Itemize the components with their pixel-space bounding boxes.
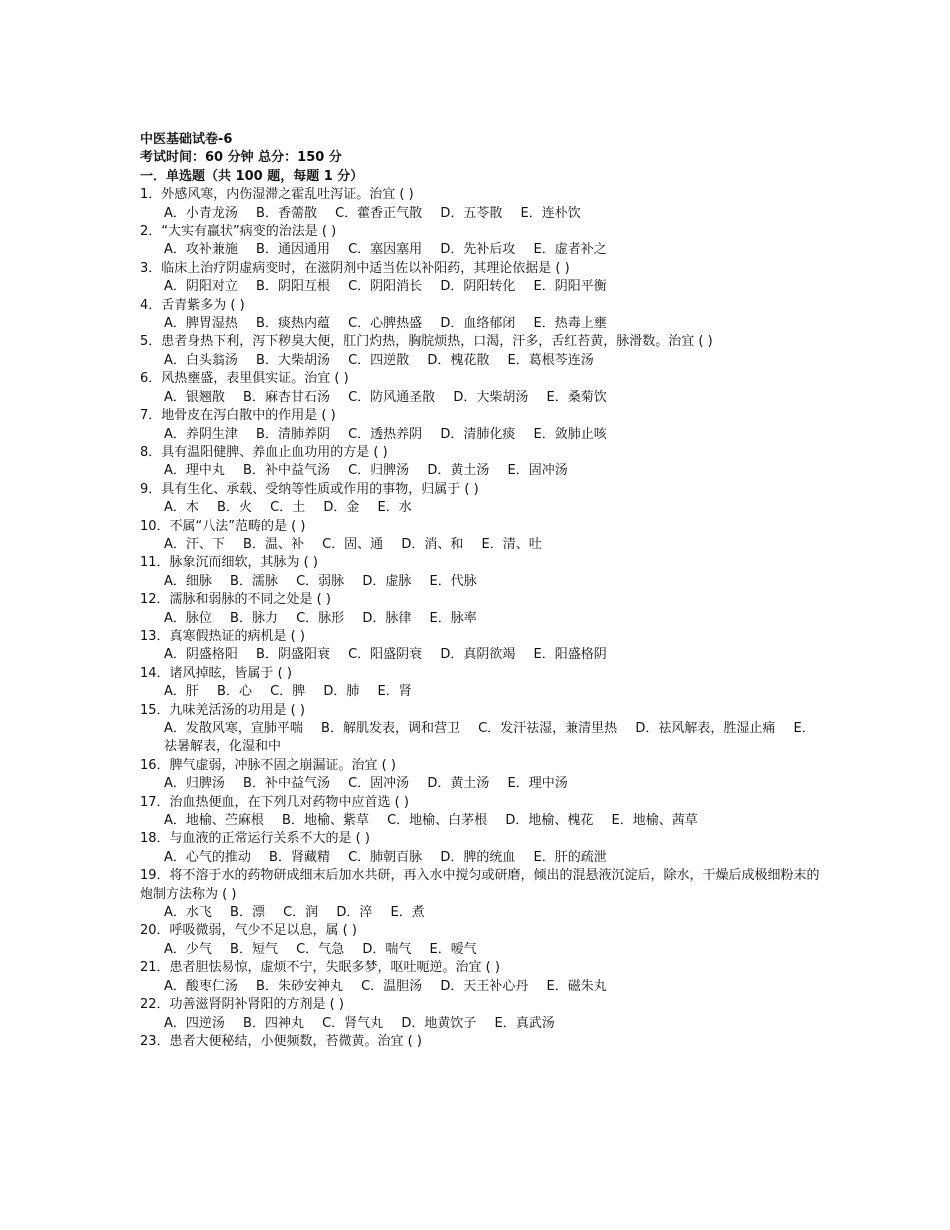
question-stem: 1．外感风寒，内伤湿滞之霍乱吐泻证。治宜 ( ) bbox=[140, 187, 414, 203]
question-item bbox=[140, 297, 820, 334]
option-choice: A．银翘散 bbox=[164, 389, 225, 405]
option-row bbox=[140, 904, 820, 922]
option-choice: A．小青龙汤 bbox=[164, 205, 238, 221]
option-choice: D．淬 bbox=[336, 905, 373, 921]
option-choice: E．葛根芩连汤 bbox=[507, 352, 594, 368]
option-choice: D．虚脉 bbox=[362, 573, 412, 589]
question-item bbox=[140, 959, 820, 996]
question-item bbox=[140, 407, 820, 444]
option-choice: C．脾 bbox=[270, 684, 306, 700]
option-choice: D．脉律 bbox=[362, 610, 412, 626]
option-choice: C．固冲汤 bbox=[348, 776, 410, 792]
option-row bbox=[140, 941, 820, 959]
option-choice: A．脾胃湿热 bbox=[164, 316, 238, 332]
question-item bbox=[140, 333, 820, 370]
option-choice: C．防风通圣散 bbox=[348, 389, 436, 405]
question-item bbox=[140, 370, 820, 407]
option-choice: C．土 bbox=[270, 500, 306, 516]
option-choice: B．濡脉 bbox=[230, 573, 278, 589]
question-stem: 20．呼吸微弱，气少不足以息，属 ( ) bbox=[140, 923, 357, 939]
option-choice: A．汗、下 bbox=[164, 536, 225, 552]
option-choice: A．归脾汤 bbox=[164, 776, 225, 792]
option-choice: D．先补后攻 bbox=[440, 242, 516, 258]
option-choice: B．补中益气汤 bbox=[243, 776, 330, 792]
option-choice: C．四逆散 bbox=[348, 352, 410, 368]
question-stem: 8．具有温阳健脾、养血止血功用的方是 ( ) bbox=[140, 444, 388, 460]
option-choice: E．热毒上壅 bbox=[533, 316, 607, 332]
option-choice: D．脾的统血 bbox=[440, 849, 516, 865]
question-stem: 3．临床上治疗阴虚病变时，在滋阴剂中适当佐以补阳药，其理论依据是 ( ) bbox=[140, 260, 570, 276]
option-row bbox=[140, 315, 820, 333]
option-choice: B．脉力 bbox=[230, 610, 278, 626]
option-choice: B．漂 bbox=[230, 905, 265, 921]
question-stem: 14．诸风掉眩，皆属于 ( ) bbox=[140, 665, 292, 681]
question-item bbox=[140, 260, 820, 297]
option-choice: B．痰热内蕴 bbox=[256, 316, 330, 332]
question-item bbox=[140, 186, 820, 223]
question-item bbox=[140, 702, 820, 757]
option-choice: D．地黄饮子 bbox=[401, 1015, 477, 1031]
question-item bbox=[140, 223, 820, 260]
exam-meta: 考试时间：60 分钟 总分：150 分 bbox=[140, 150, 342, 166]
option-choice: C．弱脉 bbox=[296, 573, 345, 589]
option-choice: B．补中益气汤 bbox=[243, 463, 330, 479]
section-heading: 一．单选题（共 100 题，每题 1 分） bbox=[140, 168, 364, 184]
question-stem: 2．“大实有羸状”病变的治法是 ( ) bbox=[140, 224, 337, 240]
option-choice: B．肾藏精 bbox=[269, 849, 330, 865]
option-choice: D．大柴胡汤 bbox=[453, 389, 529, 405]
option-choice: E．阴阳平衡 bbox=[533, 279, 607, 295]
option-choice: A．心气的推动 bbox=[164, 849, 251, 865]
option-choice: C．肺朝百脉 bbox=[348, 849, 423, 865]
question-stem: 9．具有生化、承载、受纳等性质或作用的事物，归属于 ( ) bbox=[140, 481, 479, 497]
question-item bbox=[140, 628, 820, 665]
option-choice: D．黄土汤 bbox=[427, 776, 490, 792]
option-choice: E．桑菊饮 bbox=[546, 389, 607, 405]
option-choice: B．火 bbox=[217, 500, 252, 516]
option-choice: C．归脾汤 bbox=[348, 463, 410, 479]
question-stem: 21．患者胆怯易惊，虚烦不宁，失眠多梦，呕吐呃逆。治宜 ( ) bbox=[140, 960, 500, 976]
option-choice: A．地榆、苎麻根 bbox=[164, 813, 264, 829]
question-stem: 7．地骨皮在泻白散中的作用是 ( ) bbox=[140, 408, 336, 424]
option-choice: B．大柴胡汤 bbox=[256, 352, 330, 368]
option-choice: D．血络郁闭 bbox=[440, 316, 516, 332]
option-row bbox=[140, 812, 820, 830]
question-item bbox=[140, 591, 820, 628]
option-choice: A．细脉 bbox=[164, 573, 212, 589]
question-stem: 13．真寒假热证的病机是 ( ) bbox=[140, 628, 305, 644]
option-choice: E．真武汤 bbox=[494, 1015, 555, 1031]
option-choice: D．地榆、槐花 bbox=[505, 813, 594, 829]
question-stem: 4．舌青紫多为 ( ) bbox=[140, 297, 245, 313]
option-choice: E．连朴饮 bbox=[520, 205, 581, 221]
question-stem: 5．患者身热下利，泻下秽臭大便，肛门灼热，胸脘烦热，口渴，汗多，舌红苔黄，脉滑数。治宜 ( ) bbox=[140, 334, 713, 350]
option-choice: D．天王补心丹 bbox=[440, 978, 529, 994]
option-choice: E．虚者补之 bbox=[533, 242, 607, 258]
option-choice: C．地榆、白茅根 bbox=[387, 813, 488, 829]
option-choice: D．祛风解表，胜湿止痛 bbox=[635, 721, 776, 736]
question-list bbox=[140, 186, 820, 1051]
question-stem: 19．将不溶于水的药物研成细末后加水共研，再入水中搅匀或研磨，倾出的混悬液沉淀后，除水，干燥后成极细粉末的炮制方法称为 ( ) bbox=[140, 868, 820, 902]
option-choice: E．祛暑解表，化湿和中 bbox=[164, 721, 815, 755]
option-choice: D．清肺化痰 bbox=[440, 426, 516, 442]
question-item bbox=[140, 518, 820, 555]
question-item bbox=[140, 830, 820, 867]
option-row bbox=[140, 683, 820, 701]
option-choice: A．四逆汤 bbox=[164, 1015, 225, 1031]
question-stem: 12．濡脉和弱脉的不同之处是 ( ) bbox=[140, 592, 331, 608]
option-choice: A．发散风寒，宣肺平喘 bbox=[164, 721, 303, 736]
option-choice: E．磁朱丸 bbox=[546, 978, 607, 994]
option-choice: A．酸枣仁汤 bbox=[164, 978, 238, 994]
option-row bbox=[140, 610, 820, 628]
option-choice: C．润 bbox=[283, 905, 319, 921]
question-stem: 10．不属“八法”范畴的是 ( ) bbox=[140, 518, 306, 534]
option-choice: A．少气 bbox=[164, 941, 212, 957]
option-row bbox=[140, 536, 820, 554]
option-choice: B．解肌发表，调和营卫 bbox=[321, 721, 460, 736]
option-choice: D．喘气 bbox=[362, 941, 412, 957]
option-choice: C．肾气丸 bbox=[322, 1015, 384, 1031]
option-choice: C．脉形 bbox=[296, 610, 345, 626]
question-item bbox=[140, 757, 820, 794]
option-choice: E．肝的疏泄 bbox=[533, 849, 607, 865]
option-row bbox=[140, 426, 820, 444]
option-row bbox=[140, 775, 820, 793]
option-choice: C．发汗祛湿，兼清里热 bbox=[478, 721, 618, 736]
option-row bbox=[140, 720, 820, 757]
option-choice: C．塞因塞用 bbox=[348, 242, 423, 258]
question-stem: 18．与血液的正常运行关系不大的是 ( ) bbox=[140, 831, 370, 847]
option-choice: C．透热养阴 bbox=[348, 426, 423, 442]
option-choice: A．白头翁汤 bbox=[164, 352, 238, 368]
question-stem: 17．治血热便血，在下列几对药物中应首选 ( ) bbox=[140, 794, 409, 810]
option-choice: A．阴盛格阳 bbox=[164, 647, 238, 663]
option-choice: B．四神丸 bbox=[243, 1015, 304, 1031]
option-row bbox=[140, 1015, 820, 1033]
exam-page bbox=[140, 131, 820, 1051]
option-choice: E．肾 bbox=[377, 684, 412, 700]
option-row bbox=[140, 499, 820, 517]
option-choice: E．水 bbox=[377, 500, 412, 516]
option-choice: B．温、补 bbox=[243, 536, 304, 552]
option-choice: D．槐花散 bbox=[427, 352, 490, 368]
option-choice: C．固、通 bbox=[322, 536, 384, 552]
option-choice: E．清、吐 bbox=[481, 536, 542, 552]
option-choice: A．水飞 bbox=[164, 905, 212, 921]
option-choice: D．消、和 bbox=[401, 536, 464, 552]
option-row bbox=[140, 205, 820, 223]
option-choice: D．阴阳转化 bbox=[440, 279, 516, 295]
exam-title: 中医基础试卷-6 bbox=[140, 132, 233, 147]
option-row bbox=[140, 462, 820, 480]
option-choice: C．气急 bbox=[296, 941, 345, 957]
question-item bbox=[140, 444, 820, 481]
option-row bbox=[140, 573, 820, 591]
option-row bbox=[140, 849, 820, 867]
option-choice: D．黄土汤 bbox=[427, 463, 490, 479]
option-choice: B．香薷散 bbox=[256, 205, 317, 221]
option-row bbox=[140, 278, 820, 296]
question-stem: 6．风热壅盛，表里俱实证。治宜 ( ) bbox=[140, 371, 349, 387]
option-choice: E．煮 bbox=[390, 905, 425, 921]
option-row bbox=[140, 646, 820, 664]
option-choice: E．嗳气 bbox=[429, 941, 477, 957]
option-choice: D．金 bbox=[323, 500, 360, 516]
question-stem: 11．脉象沉而细软，其脉为 ( ) bbox=[140, 555, 318, 571]
option-choice: D．五苓散 bbox=[440, 205, 503, 221]
option-choice: E．敛肺止咳 bbox=[533, 426, 607, 442]
option-choice: C．阴阳消长 bbox=[348, 279, 423, 295]
option-choice: E．地榆、茜草 bbox=[611, 813, 698, 829]
option-row bbox=[140, 241, 820, 259]
option-choice: B．清肺养阴 bbox=[256, 426, 330, 442]
option-choice: B．阴盛阳衰 bbox=[256, 647, 330, 663]
option-choice: D．真阴欲竭 bbox=[440, 647, 516, 663]
option-choice: D．肺 bbox=[323, 684, 360, 700]
option-choice: A．养阴生津 bbox=[164, 426, 238, 442]
option-choice: C．心脾热盛 bbox=[348, 316, 423, 332]
option-choice: E．理中汤 bbox=[507, 776, 568, 792]
option-choice: B．短气 bbox=[230, 941, 278, 957]
option-choice: E．固冲汤 bbox=[507, 463, 568, 479]
option-choice: E．代脉 bbox=[429, 573, 477, 589]
option-choice: A．阴阳对立 bbox=[164, 279, 238, 295]
option-choice: B．心 bbox=[217, 684, 252, 700]
question-item bbox=[140, 481, 820, 518]
question-item bbox=[140, 867, 820, 922]
question-item bbox=[140, 794, 820, 831]
option-choice: B．麻杏甘石汤 bbox=[243, 389, 330, 405]
question-item bbox=[140, 1033, 820, 1051]
question-stem: 16．脾气虚弱，冲脉不固之崩漏证。治宜 ( ) bbox=[140, 757, 396, 773]
option-choice: A．脉位 bbox=[164, 610, 212, 626]
option-choice: B．地榆、紫草 bbox=[282, 813, 369, 829]
option-row bbox=[140, 389, 820, 407]
question-stem: 15．九味羌活汤的功用是 ( ) bbox=[140, 702, 305, 718]
option-choice: C．藿香正气散 bbox=[335, 205, 423, 221]
question-item bbox=[140, 665, 820, 702]
question-item bbox=[140, 554, 820, 591]
option-choice: A．理中丸 bbox=[164, 463, 225, 479]
option-choice: E．阳盛格阴 bbox=[533, 647, 607, 663]
option-choice: C．阳盛阴衰 bbox=[348, 647, 423, 663]
question-stem: 22．功善滋肾阴补肾阳的方剂是 ( ) bbox=[140, 997, 344, 1013]
option-row bbox=[140, 352, 820, 370]
question-item bbox=[140, 996, 820, 1033]
option-choice: A．肝 bbox=[164, 684, 199, 700]
option-choice: E．脉率 bbox=[429, 610, 477, 626]
option-choice: B．阴阳互根 bbox=[256, 279, 330, 295]
option-choice: B．朱砂安神丸 bbox=[256, 978, 343, 994]
option-choice: A．木 bbox=[164, 500, 199, 516]
question-stem: 23．患者大便秘结，小便频数，苔微黄。治宜 ( ) bbox=[140, 1033, 422, 1049]
option-choice: B．通因通用 bbox=[256, 242, 330, 258]
option-choice: A．攻补兼施 bbox=[164, 242, 238, 258]
option-choice: C．温胆汤 bbox=[361, 978, 423, 994]
question-item bbox=[140, 922, 820, 959]
option-row bbox=[140, 978, 820, 996]
